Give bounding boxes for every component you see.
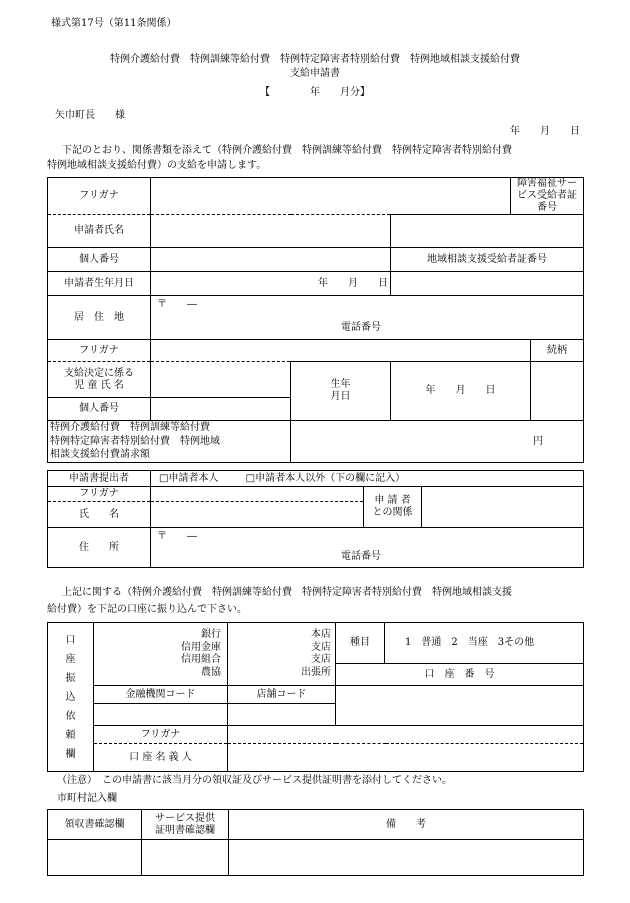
other-checkbox[interactable]: □申請者本人以外（下の欄に記入） (245, 472, 406, 484)
applicant-name-label: 申請者氏名 (48, 215, 151, 248)
service-check-field[interactable] (142, 840, 229, 876)
birthdate-field[interactable] (151, 272, 391, 296)
transfer-line-2: 給付費）を下記の口座に振り込んで下さい。 (47, 604, 247, 615)
inst-code-label: 金融機関コード (94, 686, 228, 704)
submitter-label: 申請書提出者 (48, 471, 151, 487)
submitter-name-field[interactable] (151, 502, 364, 528)
note: （注意） この申請書に該当月分の領収証及びサービス提供証明書を添付してください。 (57, 775, 452, 786)
addressee: 矢巾町長 様 (55, 110, 125, 121)
service-check-label: サービス提供 証明書確認欄 (142, 810, 229, 840)
holder-furigana-field[interactable] (228, 726, 584, 744)
form-number: 様式第17号（第11条関係） (51, 18, 177, 29)
chiiki-cert-label: 地域相談支援受給者証番号 (391, 248, 584, 272)
submitter-address-label: 住 所 (48, 528, 151, 568)
relation-label: 続柄 (531, 340, 584, 362)
child-name-field[interactable] (151, 362, 291, 398)
postal-mark: 〒 ― (157, 299, 197, 310)
kind-label: 種目 (336, 623, 385, 663)
holder-furigana-label: フリガナ (94, 726, 228, 744)
relation-field[interactable] (531, 362, 584, 421)
self-checkbox[interactable]: □申請者本人 (159, 472, 219, 484)
bank-table (47, 622, 584, 772)
chiiki-cert-field[interactable] (391, 272, 584, 296)
branch-type-field[interactable]: 本店 支店 支店 出張所 (228, 623, 336, 686)
account-no-field[interactable] (336, 686, 584, 726)
submitter-options (151, 471, 584, 487)
cert-no-field[interactable] (391, 215, 584, 248)
branch-code-field[interactable] (228, 704, 336, 726)
receipt-check-label: 領収書確認欄 (48, 810, 142, 840)
form-title: 特例介護給付費 特例訓練等給付費 特例特定障害者特別給付費 特例地域相談支援給付費 (110, 54, 520, 65)
furigana-field[interactable] (151, 178, 511, 215)
kind-area (336, 623, 584, 686)
submitter-furigana-label: フリガナ (48, 487, 151, 502)
child-furigana-label: フリガナ (48, 340, 151, 362)
city-section-label: 市町村記入欄 (57, 793, 117, 804)
receipt-check-field[interactable] (48, 840, 142, 876)
remarks-label: 備 考 (229, 810, 584, 840)
claim-label: 特例介護給付費 特例訓練等給付費 特例特定障害者特別給付費 特例地域 相談支援給付費請求額 (48, 421, 291, 463)
holder-label: 口 座 名 義 人 (94, 744, 228, 772)
child-furigana-field[interactable] (151, 340, 531, 362)
transfer-side-label: 口 座 振 込 依 頼 欄 (48, 623, 94, 772)
bank-type-field[interactable]: 銀行 信用金庫 信用組合 農協 (94, 623, 228, 686)
intro-line-1: 下記のとおり、関係書類を添えて（特例介護給付費 特例訓練等給付費 特例特定障害者特別給付費 (62, 145, 512, 156)
kojin-bango-field[interactable] (151, 248, 391, 272)
furigana-label: フリガナ (48, 178, 151, 215)
holder-field[interactable] (228, 744, 584, 772)
cert-no-label: 障害福祉サービス受給者証番号 (511, 178, 584, 215)
applicant-name-field[interactable] (151, 215, 391, 248)
address-label: 居 住 地 (48, 296, 151, 340)
kind-options[interactable]: 1 普通 2 当座 3その他 (405, 637, 535, 648)
inst-code-field[interactable] (94, 704, 228, 726)
postal-mark-2: 〒 ― (157, 531, 197, 542)
child-kojin-bango-label: 個人番号 (48, 398, 151, 421)
child-birth-label: 生年 月日 (291, 362, 391, 421)
child-kojin-bango-field[interactable] (151, 398, 291, 421)
yen-label: 円 (533, 435, 543, 447)
birthdate-ymd: 年 月 日 (318, 277, 388, 289)
month-line: 【 年 月分】 (260, 87, 370, 98)
submitter-furigana-field[interactable] (151, 487, 364, 502)
remarks-field[interactable] (229, 840, 584, 876)
form-subtitle: 支給申請書 (290, 68, 340, 79)
address-field[interactable] (151, 296, 584, 340)
submitter-table (47, 470, 584, 568)
kojin-bango-label: 個人番号 (48, 248, 151, 272)
date-line: 年 月 日 (510, 126, 580, 137)
city-table (47, 809, 584, 876)
account-no-label: 口 座 番 号 (424, 668, 495, 680)
branch-code-label: 店舗コード (228, 686, 336, 704)
child-name-label: 支給決定に係る 児 童 氏 名 (48, 362, 151, 398)
phone-label: 電話番号 (341, 322, 381, 333)
relation-field-2[interactable] (422, 487, 584, 528)
intro-line-2: 特例地域相談支援給付費）の支給を申請します。 (47, 160, 267, 171)
phone-label-2: 電話番号 (341, 551, 381, 562)
submitter-address-field[interactable] (151, 528, 584, 568)
submitter-name-label: 氏 名 (48, 502, 151, 528)
applicant-table (47, 177, 584, 463)
birthdate-label: 申請者生年月日 (48, 272, 151, 296)
transfer-line-1: 上記に関する（特例介護給付費 特例訓練等給付費 特例特定障害者特別給付費 特例地域相談支援 (62, 587, 512, 598)
relation-label-2: 申 請 者 との関係 (364, 487, 422, 528)
claim-amount-field[interactable] (291, 421, 584, 463)
child-birth-field[interactable]: 年 月 日 (391, 362, 531, 421)
